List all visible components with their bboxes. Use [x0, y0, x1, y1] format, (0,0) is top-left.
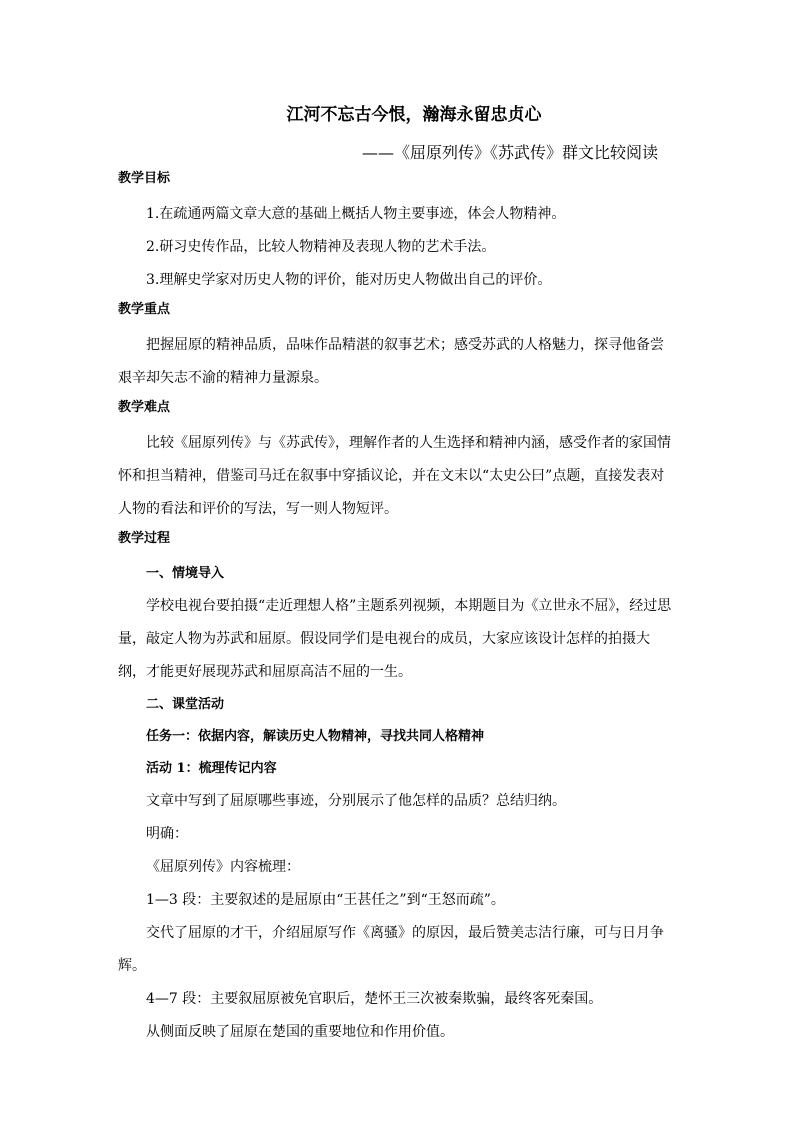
document-subtitle: ——《屈原列传》《苏武传》群文比较阅读 [361, 143, 658, 162]
intro-heading: 一、情境导入 [146, 566, 225, 581]
heading-key-points: 教学重点 [118, 302, 171, 317]
paragraph-4-7-detail: 从侧面反映了屈原在楚国的重要地位和作用价值。 [146, 1024, 454, 1040]
goal-item-3: 3.理解史学家对历史人物的评价，能对历史人物做出自己的评价。 [146, 272, 552, 288]
paragraph-1-3-detail: 交代了屈原的才干，介绍屈原写作《离骚》的原因，最后赞美志洁行廉，可与日月争辉。 [118, 925, 664, 974]
activity-question: 文章中写到了屈原哪些事迹，分别展示了他怎样的品质？总结归纳。 [146, 793, 566, 809]
task-1-heading: 任务一：依据内容，解读历史人物精神，寻找共同人格精神 [146, 729, 485, 744]
goal-item-1: 1.在疏通两篇文章大意的基础上概括人物主要事迹，体会人物精神。 [146, 206, 566, 222]
heading-teaching-process: 教学过程 [118, 531, 171, 546]
intro-text: 学校电视台要拍摄“走近理想人格”主题系列视频，本期题目为《立世永不屈》，经过思量，敲定人物为苏武和屈原。假设同学们是电视台的成员，大家应该设计怎样的拍摄大纲，才能更好展现苏武和屈原高洁不屈的一生。 [118, 598, 672, 680]
clarify-label: 明确： [146, 826, 188, 842]
class-activity-heading: 二、课堂活动 [146, 697, 225, 712]
paragraph-1-3-summary: 1—3 段：主要叙述的是屈原由“王甚任之”到“王怒而疏”。 [146, 892, 505, 908]
key-points-text: 把握屈原的精神品质，品味作品精湛的叙事艺术；感受苏武的人格魅力，探寻他备尝艰辛却矢志不渝的精神力量源泉。 [118, 337, 664, 386]
document-title: 江河不忘古今恨，瀚海永留忠贞心 [286, 105, 542, 125]
outline-label: 《屈原列传》内容梳理： [146, 859, 300, 875]
difficulties-text: 比较《屈原列传》与《苏武传》，理解作者的人生选择和精神内涵，感受作者的家国情怀和担当精神，借鉴司马迁在叙事中穿插议论，并在文末以“太史公曰”点题，直接发表对人物的看法和评价的写法，写一则人物短评。 [118, 435, 671, 517]
paragraph-4-7-summary: 4—7 段：主要叙屈原被免官职后，楚怀王三次被秦欺骗，最终客死秦国。 [146, 991, 603, 1007]
heading-teaching-goals: 教学目标 [118, 171, 171, 186]
goal-item-2: 2.研习史传作品，比较人物精神及表现人物的艺术手法。 [146, 239, 496, 255]
heading-difficulties: 教学难点 [118, 400, 171, 415]
activity-1-heading: 活动 1：梳理传记内容 [146, 761, 277, 776]
